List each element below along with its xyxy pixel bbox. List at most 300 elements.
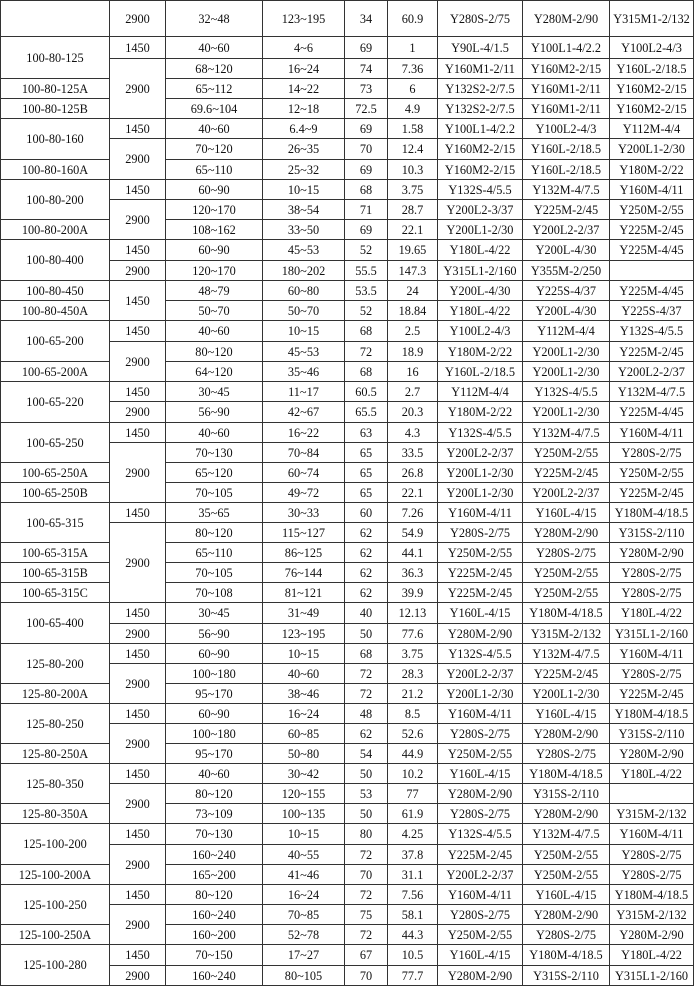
speed-cell: 2900 [110, 905, 166, 945]
motor-option-3-cell: Y180L-4/22 [610, 945, 694, 966]
motor-option-3-cell: Y225S-4/37 [610, 301, 694, 321]
motor-option-3-cell: Y160M-4/11 [610, 824, 694, 845]
flow-cell: 60~90 [166, 704, 263, 724]
motor-option-1-cell: Y160L-4/15 [438, 945, 523, 966]
pump-model-cell: 125-100-250 [1, 885, 110, 925]
shaft-power-cell: 77 [388, 784, 438, 804]
head-cell: 33~50 [263, 220, 345, 240]
efficiency-cell: 74 [345, 59, 388, 79]
speed-cell: 2900 [110, 1, 166, 37]
head-cell: 52~78 [263, 925, 345, 945]
motor-option-3-cell: Y180L-4/22 [610, 603, 694, 624]
motor-option-2-cell: Y160M1-2/11 [523, 99, 610, 119]
efficiency-cell: 50 [345, 764, 388, 784]
motor-option-3-cell: Y250M-2/55 [610, 463, 694, 483]
motor-option-3-cell: Y160L-2/18.5 [610, 59, 694, 79]
motor-option-2-cell: Y100L2-4/3 [523, 119, 610, 139]
head-cell: 50~80 [263, 744, 345, 764]
motor-option-1-cell: Y200L-4/30 [438, 281, 523, 301]
efficiency-cell: 68 [345, 321, 388, 342]
table-row [1, 220, 694, 240]
shaft-power-cell: 147.3 [388, 261, 438, 281]
head-cell: 16~22 [263, 423, 345, 443]
motor-option-3-cell: Y160M-4/11 [610, 180, 694, 200]
efficiency-cell: 48 [345, 704, 388, 724]
flow-cell: 160~240 [166, 905, 263, 925]
motor-option-3-cell: Y225M-4/45 [610, 240, 694, 261]
motor-option-3-cell: Y200L1-2/30 [610, 139, 694, 160]
flow-cell: 73~109 [166, 804, 263, 824]
flow-cell: 120~170 [166, 200, 263, 220]
shaft-power-cell: 58.1 [388, 905, 438, 925]
head-cell: 70~85 [263, 905, 345, 925]
table-row [1, 503, 694, 523]
motor-option-2-cell: Y132M-4/7.5 [523, 644, 610, 664]
efficiency-cell: 70 [345, 865, 388, 885]
shaft-power-cell: 12.4 [388, 139, 438, 160]
pump-model-cell: 100-80-400 [1, 240, 110, 281]
flow-cell: 40~60 [166, 423, 263, 443]
motor-option-1-cell: Y180L-4/22 [438, 240, 523, 261]
head-cell: 40~60 [263, 664, 345, 684]
pump-model-cell: 100-80-200 [1, 180, 110, 220]
efficiency-cell: 69 [345, 37, 388, 59]
head-cell: 30~33 [263, 503, 345, 523]
table-row [1, 804, 694, 824]
speed-cell: 1450 [110, 119, 166, 139]
table-row [1, 764, 694, 784]
motor-option-3-cell: Y180M-4/18.5 [610, 885, 694, 905]
flow-cell: 32~48 [166, 1, 263, 37]
flow-cell: 160~240 [166, 845, 263, 865]
table-row [1, 885, 694, 905]
flow-cell: 100~180 [166, 724, 263, 744]
motor-option-1-cell: Y280S-2/75 [438, 804, 523, 824]
flow-cell: 65~110 [166, 543, 263, 563]
shaft-power-cell: 3.75 [388, 180, 438, 200]
speed-cell: 1450 [110, 945, 166, 966]
head-cell: 60~80 [263, 281, 345, 301]
motor-option-1-cell: Y200L2-2/37 [438, 865, 523, 885]
flow-cell: 64~120 [166, 362, 263, 382]
efficiency-cell: 34 [345, 1, 388, 37]
head-cell: 14~22 [263, 79, 345, 99]
head-cell: 11~17 [263, 382, 345, 402]
motor-option-1-cell: Y280S-2/75 [438, 724, 523, 744]
table-row [1, 925, 694, 945]
efficiency-cell: 50 [345, 804, 388, 824]
shaft-power-cell: 19.65 [388, 240, 438, 261]
table-row [1, 301, 694, 321]
shaft-power-cell: 24 [388, 281, 438, 301]
flow-cell: 30~45 [166, 603, 263, 624]
shaft-power-cell: 52.6 [388, 724, 438, 744]
speed-cell: 2900 [110, 966, 166, 986]
motor-option-1-cell: Y200L1-2/30 [438, 220, 523, 240]
shaft-power-cell: 44.9 [388, 744, 438, 764]
motor-option-1-cell: Y280S-2/75 [438, 1, 523, 37]
head-cell: 10~15 [263, 824, 345, 845]
motor-option-2-cell: Y250M-2/55 [523, 865, 610, 885]
head-cell: 12~18 [263, 99, 345, 119]
head-cell: 81~121 [263, 583, 345, 603]
motor-option-1-cell: Y200L1-2/30 [438, 463, 523, 483]
flow-cell: 95~170 [166, 684, 263, 704]
pump-model-cell: 100-80-200A [1, 220, 110, 240]
shaft-power-cell: 44.1 [388, 543, 438, 563]
pump-model-cell: 125-80-350 [1, 764, 110, 804]
speed-cell: 1450 [110, 824, 166, 845]
shaft-power-cell: 77.6 [388, 624, 438, 644]
pump-model-cell: 100-65-315C [1, 583, 110, 603]
head-cell: 30~42 [263, 764, 345, 784]
speed-cell: 2900 [110, 784, 166, 824]
motor-option-1-cell: Y160L-4/15 [438, 603, 523, 624]
head-cell: 60~85 [263, 724, 345, 744]
flow-cell: 70~150 [166, 945, 263, 966]
shaft-power-cell: 39.9 [388, 583, 438, 603]
motor-option-2-cell: Y315S-2/110 [523, 966, 610, 986]
shaft-power-cell: 7.36 [388, 59, 438, 79]
motor-option-3-cell: Y280M-2/90 [610, 925, 694, 945]
motor-option-1-cell: Y250M-2/55 [438, 744, 523, 764]
shaft-power-cell: 6 [388, 79, 438, 99]
motor-option-1-cell: Y132S-4/5.5 [438, 423, 523, 443]
motor-option-2-cell: Y200L1-2/30 [523, 402, 610, 423]
shaft-power-cell: 36.3 [388, 563, 438, 583]
efficiency-cell: 72 [345, 684, 388, 704]
flow-cell: 60~90 [166, 240, 263, 261]
shaft-power-cell: 4.9 [388, 99, 438, 119]
pump-model-cell: 100-80-450 [1, 281, 110, 301]
head-cell: 17~27 [263, 945, 345, 966]
motor-option-3-cell: Y180M-4/18.5 [610, 503, 694, 523]
motor-option-1-cell: Y200L2-2/37 [438, 443, 523, 463]
motor-option-3-cell: Y225M-2/45 [610, 342, 694, 362]
flow-cell: 65~110 [166, 160, 263, 180]
motor-option-1-cell: Y280M-2/90 [438, 966, 523, 986]
table-row [1, 865, 694, 885]
motor-option-3-cell: Y280S-2/75 [610, 563, 694, 583]
motor-option-2-cell: Y160L-4/15 [523, 704, 610, 724]
motor-option-3-cell: Y315M-2/132 [610, 804, 694, 824]
motor-option-1-cell: Y225M-2/45 [438, 845, 523, 865]
table-row [1, 119, 694, 139]
efficiency-cell: 65 [345, 443, 388, 463]
motor-option-1-cell: Y180M-2/22 [438, 402, 523, 423]
speed-cell: 2900 [110, 724, 166, 764]
motor-option-3-cell: Y280S-2/75 [610, 443, 694, 463]
speed-cell: 2900 [110, 342, 166, 382]
pump-model-cell: 125-80-200A [1, 684, 110, 704]
motor-option-2-cell: Y250M-2/55 [523, 845, 610, 865]
table-row [1, 583, 694, 603]
speed-cell: 1450 [110, 423, 166, 443]
head-cell: 16~24 [263, 59, 345, 79]
efficiency-cell: 68 [345, 362, 388, 382]
motor-option-3-cell: Y225M-2/45 [610, 483, 694, 503]
motor-option-3-cell: Y225M-2/45 [610, 220, 694, 240]
efficiency-cell: 68 [345, 644, 388, 664]
motor-option-3-cell: Y315M1-2/132 [610, 1, 694, 37]
flow-cell: 80~120 [166, 342, 263, 362]
motor-option-2-cell: Y280M-2/90 [523, 523, 610, 543]
motor-option-2-cell: Y132M-4/7.5 [523, 824, 610, 845]
shaft-power-cell: 37.8 [388, 845, 438, 865]
motor-option-2-cell: Y200L1-2/30 [523, 684, 610, 704]
flow-cell: 70~120 [166, 139, 263, 160]
speed-cell: 2900 [110, 200, 166, 240]
motor-option-2-cell: Y132M-4/7.5 [523, 423, 610, 443]
motor-option-1-cell: Y160M-4/11 [438, 704, 523, 724]
efficiency-cell: 62 [345, 563, 388, 583]
head-cell: 50~70 [263, 301, 345, 321]
motor-option-2-cell: Y250M-2/55 [523, 443, 610, 463]
motor-option-2-cell: Y280M-2/90 [523, 724, 610, 744]
table-row [1, 563, 694, 583]
motor-option-3-cell: Y315S-2/110 [610, 724, 694, 744]
efficiency-cell: 53.5 [345, 281, 388, 301]
pump-model-cell: 100-65-400 [1, 603, 110, 644]
head-cell: 16~24 [263, 885, 345, 905]
motor-option-1-cell: Y90L-4/1.5 [438, 37, 523, 59]
motor-option-2-cell: Y225M-2/45 [523, 200, 610, 220]
efficiency-cell: 62 [345, 583, 388, 603]
speed-cell: 1450 [110, 382, 166, 402]
speed-cell: 1450 [110, 764, 166, 784]
head-cell: 123~195 [263, 1, 345, 37]
pump-model-cell: 100-65-250 [1, 423, 110, 463]
flow-cell: 70~105 [166, 563, 263, 583]
motor-option-3-cell: Y112M-4/4 [610, 119, 694, 139]
pump-model-cell: 125-100-200A [1, 865, 110, 885]
shaft-power-cell: 31.1 [388, 865, 438, 885]
efficiency-cell: 53 [345, 784, 388, 804]
shaft-power-cell: 18.9 [388, 342, 438, 362]
flow-cell: 120~170 [166, 261, 263, 281]
pump-model-cell: 100-80-125 [1, 37, 110, 79]
pump-model-cell: 100-80-160 [1, 119, 110, 160]
shaft-power-cell: 28.7 [388, 200, 438, 220]
motor-option-2-cell: Y112M-4/4 [523, 321, 610, 342]
motor-option-1-cell: Y160M-4/11 [438, 503, 523, 523]
shaft-power-cell: 7.56 [388, 885, 438, 905]
pump-model-cell: 100-65-200A [1, 362, 110, 382]
head-cell: 16~24 [263, 704, 345, 724]
shaft-power-cell: 60.9 [388, 1, 438, 37]
flow-cell: 70~105 [166, 483, 263, 503]
flow-cell: 69.6~104 [166, 99, 263, 119]
speed-cell: 2900 [110, 59, 166, 119]
pump-model-cell: 100-65-250A [1, 463, 110, 483]
motor-option-1-cell: Y280S-2/75 [438, 905, 523, 925]
pump-model-cell: 125-100-200 [1, 824, 110, 865]
speed-cell: 1450 [110, 240, 166, 261]
motor-option-2-cell: Y280S-2/75 [523, 925, 610, 945]
flow-cell: 70~108 [166, 583, 263, 603]
motor-option-2-cell: Y250M-2/55 [523, 563, 610, 583]
table-row [1, 463, 694, 483]
table-row [1, 824, 694, 845]
motor-option-3-cell: Y100L2-4/3 [610, 37, 694, 59]
head-cell: 45~53 [263, 240, 345, 261]
speed-cell: 2900 [110, 443, 166, 503]
table-row [1, 281, 694, 301]
motor-option-3-cell: Y132M-4/7.5 [610, 382, 694, 402]
efficiency-cell: 72 [345, 885, 388, 905]
efficiency-cell: 52 [345, 301, 388, 321]
head-cell: 38~46 [263, 684, 345, 704]
table-row [1, 1, 694, 37]
motor-option-1-cell: Y132S-4/5.5 [438, 824, 523, 845]
motor-option-2-cell: Y225S-4/37 [523, 281, 610, 301]
motor-option-2-cell: Y160M2-2/15 [523, 59, 610, 79]
motor-option-3-cell: Y315L1-2/160 [610, 624, 694, 644]
motor-option-1-cell: Y200L2-2/37 [438, 664, 523, 684]
shaft-power-cell: 77.7 [388, 966, 438, 986]
speed-cell: 2900 [110, 664, 166, 704]
head-cell: 25~32 [263, 160, 345, 180]
table-row [1, 160, 694, 180]
pump-model-cell: 125-100-280 [1, 945, 110, 986]
shaft-power-cell: 21.2 [388, 684, 438, 704]
speed-cell: 2900 [110, 624, 166, 644]
pump-model-cell: 100-65-315A [1, 543, 110, 563]
motor-option-3-cell: Y180M-2/22 [610, 160, 694, 180]
flow-cell: 56~90 [166, 402, 263, 423]
flow-cell: 65~112 [166, 79, 263, 99]
motor-option-2-cell: Y100L1-4/2.2 [523, 37, 610, 59]
speed-cell: 1450 [110, 704, 166, 724]
shaft-power-cell: 7.26 [388, 503, 438, 523]
efficiency-cell: 55.5 [345, 261, 388, 281]
pump-model-cell: 100-80-160A [1, 160, 110, 180]
table-row [1, 423, 694, 443]
pump-model-cell: 100-80-125B [1, 99, 110, 119]
shaft-power-cell: 10.5 [388, 945, 438, 966]
shaft-power-cell: 26.8 [388, 463, 438, 483]
motor-option-1-cell: Y280S-2/75 [438, 523, 523, 543]
table-row [1, 382, 694, 402]
speed-cell: 2900 [110, 402, 166, 423]
efficiency-cell: 52 [345, 240, 388, 261]
motor-option-1-cell: Y160M2-2/15 [438, 139, 523, 160]
motor-option-2-cell: Y180M-4/18.5 [523, 603, 610, 624]
head-cell: 120~155 [263, 784, 345, 804]
flow-cell: 30~45 [166, 382, 263, 402]
motor-option-3-cell: Y315S-2/110 [610, 523, 694, 543]
efficiency-cell: 72 [345, 925, 388, 945]
motor-option-2-cell: Y200L1-2/30 [523, 342, 610, 362]
efficiency-cell: 71 [345, 200, 388, 220]
motor-option-1-cell: Y180L-4/22 [438, 301, 523, 321]
motor-option-3-cell: Y225M-4/45 [610, 402, 694, 423]
flow-cell: 40~60 [166, 764, 263, 784]
motor-option-1-cell: Y225M-2/45 [438, 583, 523, 603]
shaft-power-cell: 10.3 [388, 160, 438, 180]
motor-option-1-cell: Y200L1-2/30 [438, 483, 523, 503]
motor-option-3-cell [610, 784, 694, 804]
efficiency-cell: 65 [345, 483, 388, 503]
motor-option-1-cell: Y250M-2/55 [438, 925, 523, 945]
head-cell: 6.4~9 [263, 119, 345, 139]
table-row [1, 99, 694, 119]
flow-cell: 50~70 [166, 301, 263, 321]
motor-option-2-cell: Y200L1-2/30 [523, 362, 610, 382]
motor-option-2-cell: Y160L-2/18.5 [523, 139, 610, 160]
speed-cell: 1450 [110, 644, 166, 664]
motor-option-1-cell: Y200L1-2/30 [438, 684, 523, 704]
efficiency-cell: 69 [345, 119, 388, 139]
pump-model-cell: 100-65-250B [1, 483, 110, 503]
shaft-power-cell: 22.1 [388, 220, 438, 240]
speed-cell: 2900 [110, 261, 166, 281]
motor-option-1-cell: Y160M1-2/11 [438, 59, 523, 79]
flow-cell: 80~120 [166, 523, 263, 543]
shaft-power-cell: 4.3 [388, 423, 438, 443]
motor-option-1-cell: Y132S2-2/7.5 [438, 99, 523, 119]
shaft-power-cell: 20.3 [388, 402, 438, 423]
efficiency-cell: 60.5 [345, 382, 388, 402]
motor-option-3-cell: Y280M-2/90 [610, 543, 694, 563]
motor-option-3-cell: Y160M-4/11 [610, 644, 694, 664]
shaft-power-cell: 4.25 [388, 824, 438, 845]
flow-cell: 65~120 [166, 463, 263, 483]
head-cell: 70~84 [263, 443, 345, 463]
table-row [1, 240, 694, 261]
head-cell: 80~105 [263, 966, 345, 986]
motor-option-3-cell: Y160M2-2/15 [610, 99, 694, 119]
flow-cell: 35~65 [166, 503, 263, 523]
flow-cell: 70~130 [166, 824, 263, 845]
motor-option-2-cell: Y160L-4/15 [523, 503, 610, 523]
head-cell: 180~202 [263, 261, 345, 281]
head-cell: 86~125 [263, 543, 345, 563]
shaft-power-cell: 3.75 [388, 644, 438, 664]
flow-cell: 95~170 [166, 744, 263, 764]
motor-option-3-cell: Y280S-2/75 [610, 845, 694, 865]
motor-option-3-cell: Y315L1-2/160 [610, 966, 694, 986]
motor-option-3-cell: Y250M-2/55 [610, 200, 694, 220]
flow-cell: 60~90 [166, 644, 263, 664]
efficiency-cell: 50 [345, 624, 388, 644]
pump-model-cell: 100-65-315 [1, 503, 110, 543]
speed-cell: 1450 [110, 321, 166, 342]
pump-model-cell: 100-65-220 [1, 382, 110, 423]
efficiency-cell: 70 [345, 139, 388, 160]
motor-option-1-cell: Y200L2-3/37 [438, 200, 523, 220]
motor-option-1-cell: Y280M-2/90 [438, 784, 523, 804]
efficiency-cell: 65 [345, 463, 388, 483]
motor-option-3-cell: Y225M-4/45 [610, 281, 694, 301]
efficiency-cell: 63 [345, 423, 388, 443]
table-row [1, 644, 694, 664]
table-row [1, 603, 694, 624]
motor-option-3-cell: Y315M-2/132 [610, 905, 694, 925]
efficiency-cell: 70 [345, 966, 388, 986]
head-cell: 45~53 [263, 342, 345, 362]
head-cell: 4~6 [263, 37, 345, 59]
head-cell: 10~15 [263, 644, 345, 664]
efficiency-cell: 75 [345, 905, 388, 925]
motor-option-1-cell: Y132S-4/5.5 [438, 180, 523, 200]
flow-cell: 60~90 [166, 180, 263, 200]
motor-option-3-cell: Y280M-2/90 [610, 744, 694, 764]
motor-option-1-cell: Y160M-4/11 [438, 885, 523, 905]
motor-option-2-cell: Y280S-2/75 [523, 543, 610, 563]
motor-option-2-cell: Y200L2-2/37 [523, 483, 610, 503]
flow-cell: 70~130 [166, 443, 263, 463]
